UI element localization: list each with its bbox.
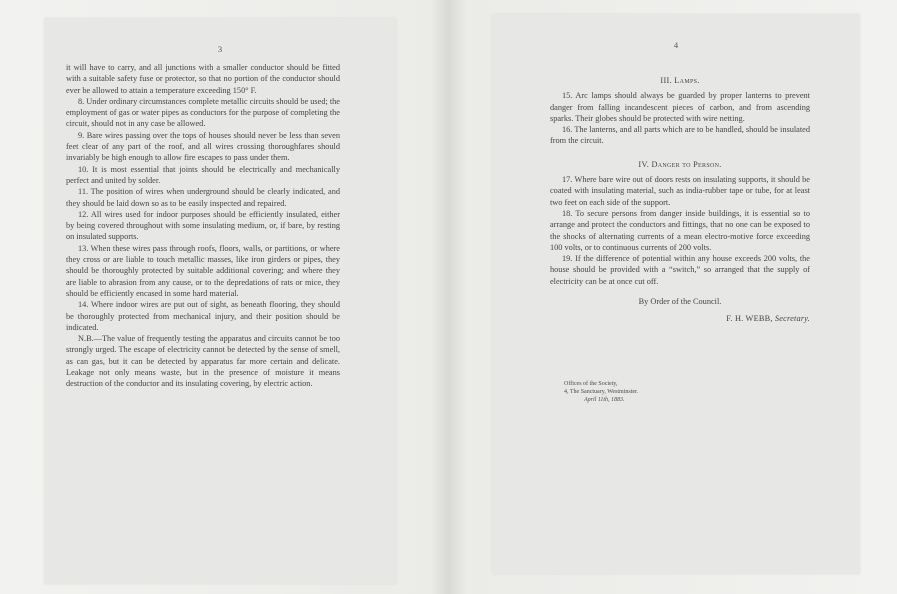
office-date: April 11th, 1883. <box>584 397 625 403</box>
paragraph-16: 16. The lanterns, and all parts which are to be handled, should be insulated from the circuit. <box>550 125 810 146</box>
right-page <box>492 14 860 574</box>
order-line: By Order of the Council. <box>638 297 722 307</box>
paragraph-8: 8. Under ordinary circumstances complete metallic circuits should be used; the employment of gas or water pipes as conductors for the purpose of completing the circuit, should not in any case be allowed. <box>66 96 340 129</box>
signature-role: Secretary. <box>774 314 810 324</box>
paragraph-nb: N.B.—The value of frequently testing the apparatus and circuits cannot be too strongly urged. The escape of electricity cannot be detected by the sense of smell, as can gas, but it can be detected by apparatus far more certain and delicate. Leakage not only means waste, but in the presence of moisture it means destruction of the conductor and its insulating covering, by electric action. <box>66 334 340 389</box>
page-number-left: 3 <box>217 44 223 54</box>
right-page-text <box>550 68 810 325</box>
paragraph-10: 10. It is most essential that joints should be electrically and mechanically perfect and united by solder. <box>66 164 340 185</box>
paragraph-continuation: it will have to carry, and all junctions with a smaller conductor should be fitted with a suitable safety fuse or protector, so that no portion of the conductor should ever be allowed to attain a temperature exceeding 150° F. <box>66 63 340 95</box>
office-line-2: 4, The Sanctuary, Westminster. <box>564 389 639 395</box>
signature <box>550 313 810 324</box>
paragraph-9: 9. Bare wires passing over the tops of houses should never be less than seven feet clear of any part of the roof, and all wires crossing thoroughfares should invariably be high enough to allow fire escapes to pass under them. <box>66 130 340 163</box>
paragraph-19: 19. If the difference of potential within any house exceeds 200 volts, the house should be provided with a “switch,” so arranged that the supply of electricity can be at once cut off. <box>550 254 810 286</box>
paragraph-14: 14. Where indoor wires are put out of sight, as beneath flooring, they should be thoroughly protected from mechanical injury, and their position should be indicated. <box>66 300 340 332</box>
section-heading-danger: IV. Danger to Person. <box>638 159 722 169</box>
page-number-right: 4 <box>673 40 679 50</box>
paragraph-11: 11. The position of wires when underground should be clearly indicated, and they should be laid down so as to be easily inspected and repaired. <box>66 187 340 208</box>
paragraph-13: 13. When these wires pass through roofs, floors, walls, or partitions, or where they cross or are liable to touch metallic masses, like iron girders or pipes, they should be thoroughly protected by suitable additional covering; and where they are liable to abrasion from any cause, or to the depredations of rats or mice, they should be efficiently encased in some hard material. <box>66 243 340 298</box>
paragraph-12: 12. All wires used for indoor purposes should be efficiently insulated, either by being covered throughout with some insulating medium, or, if bare, by resting on insulated supports. <box>66 209 340 242</box>
left-page-text <box>66 62 340 390</box>
paragraph-17: 17. Where bare wire out of doors rests on insulating supports, it should be coated with insulating material, such as india-rubber tape or tube, for at least two feet on each side of the support. <box>550 175 810 207</box>
office-address <box>564 380 638 404</box>
paragraph-18: 18. To secure persons from danger inside buildings, it is essential so to arrange and protect the conductors and fittings, that no one can be exposed to the shocks of alternating currents of a mean electro-motive force exceeding 100 volts, or to continuous currents of 200 volts. <box>550 208 810 252</box>
section-heading-lamps: III. Lamps. <box>660 76 700 85</box>
signature-name: F. H. WEBB, <box>726 314 773 324</box>
office-line-1: Offices of the Society, <box>564 381 618 387</box>
left-page <box>44 18 396 584</box>
paragraph-15: 15. Arc lamps should always be guarded by proper lanterns to prevent danger from falling incandescent pieces of carbon, and from ascending sparks. Their globes should be protected with wire netting. <box>550 91 810 123</box>
